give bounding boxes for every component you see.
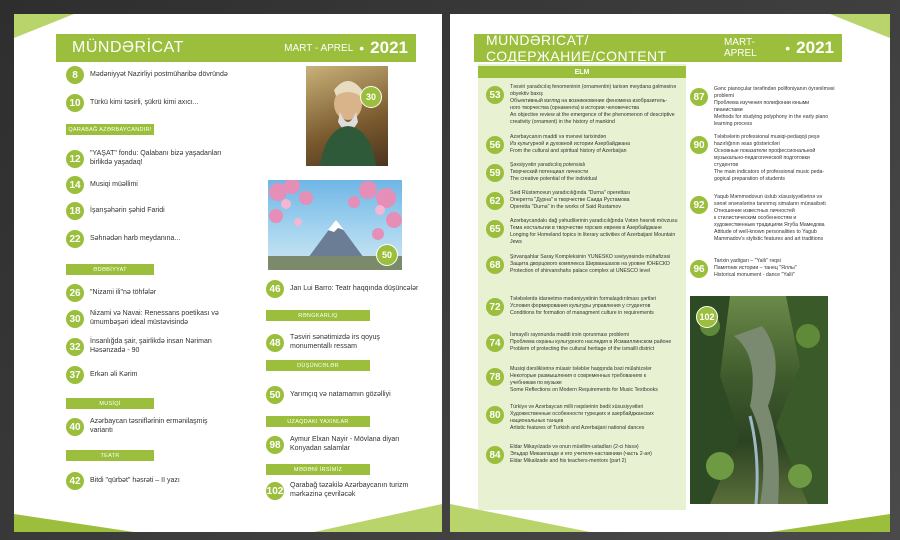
entry-line-en: Operetta "Durna" in the works of Said Rustamov xyxy=(510,204,621,211)
entry-line-ru: художественным традициям Ягуба Мамедова xyxy=(714,222,825,229)
entry-lines xyxy=(510,190,682,211)
page-number: 22 xyxy=(66,230,84,248)
entry-line-ru: Тема ностальгии в творчестве горских евреев в Азербайджане xyxy=(510,225,662,232)
entry-line-az: sənət ənənələrinə tanınmış simaların münasibəti xyxy=(714,201,826,208)
toc-entry[interactable] xyxy=(486,366,682,394)
toc-entry[interactable] xyxy=(66,230,240,248)
page-number: 42 xyxy=(66,472,84,490)
page-number: 84 xyxy=(486,446,504,464)
photo-badge: 102 xyxy=(696,306,718,328)
section-tourism: MƏDƏNİ İRSİMİZ xyxy=(266,464,370,475)
entry-title: Qarabağ təzəkilə Azərbaycanın turizm mərkəzinə çevriləcək xyxy=(290,482,409,498)
right-header-date: MART- APREL xyxy=(723,37,757,59)
entry-line-en: Mammadov's stylistic features and art traditions xyxy=(714,236,824,243)
entry-line-en: Conditions for formation of managment culture in requirements xyxy=(510,310,654,317)
section-karabakh: QARABAĞ AZƏRBAYCANDIR! xyxy=(66,124,154,135)
entry-lines xyxy=(714,134,846,183)
page-number: 26 xyxy=(66,284,84,302)
entry-lines xyxy=(714,258,846,279)
entry-lines xyxy=(510,254,682,275)
entry-line-az: Türkiyə və Azərbaycan milli rəqslərinin bədii xüsusiyyətləri xyxy=(510,404,644,410)
toc-entry[interactable] xyxy=(66,338,230,356)
section-literature: ƏDƏBİYYAT xyxy=(66,264,154,275)
entry-title: Mədəniyyət Nazirliyi postmüharibə dövründə xyxy=(90,70,228,78)
entry-title: Jan Lui Barro: Teatr haqqında düşüncələr xyxy=(290,284,419,292)
entry-lines xyxy=(510,84,682,126)
entry-title: Nizami və Navai: Renessans poetikası və ümumbəşəri ideal müstəvisində xyxy=(90,310,219,326)
page-number: 80 xyxy=(486,406,504,424)
blossom-photo xyxy=(268,180,402,270)
entry-title: Bitdi "qürbət" həsrəti – II yazı xyxy=(90,476,180,484)
entry-lines xyxy=(714,194,846,243)
page-number: 30 xyxy=(66,310,84,328)
entry-line-en: From the cultural and spiritual history of Azerbaijan xyxy=(510,148,627,155)
toc-entry[interactable] xyxy=(66,366,230,384)
entry-line-ru: Творческий потенциал личности xyxy=(510,169,589,176)
left-header-title: MÜNDƏRİCAT xyxy=(72,39,184,56)
page-number: 12 xyxy=(66,150,84,168)
entry-line-az: Azərbaycandakı dağ yəhudilərinin yaradıcılığında Vətən həsrəti mövzusu xyxy=(510,218,678,224)
page-number: 37 xyxy=(66,366,84,384)
entry-title: Azərbaycan təsnifləri̇nin ermənilaşmiş variantı xyxy=(90,418,208,434)
toc-entry[interactable] xyxy=(486,84,682,126)
toc-entry[interactable] xyxy=(66,150,240,168)
entry-lines xyxy=(510,218,682,246)
entry-lines xyxy=(510,296,682,317)
page-number: 14 xyxy=(66,176,84,194)
entry-lines xyxy=(510,134,682,155)
toc-entry[interactable] xyxy=(66,472,230,490)
toc-entry[interactable] xyxy=(486,218,682,246)
page-number: 96 xyxy=(690,260,708,278)
entry-line-en: Historical monument - dance "Yalli" xyxy=(714,272,795,279)
entry-line-ru: Оперетта "Дурна" в творчестве Саида Рустамова xyxy=(510,197,630,204)
entry-line-az: Yaqub Məmmədovun üslub xüsusiyyətlərinə və xyxy=(714,194,823,200)
entry-line-az: Tələbələrin professional musiqi-pedaqoji peşə xyxy=(714,134,820,140)
page-number: 92 xyxy=(690,196,708,214)
entry-title: Musiqi müəllimi xyxy=(90,180,138,188)
toc-entry[interactable] xyxy=(266,386,430,404)
toc-entry[interactable] xyxy=(486,162,682,183)
left-header-year: 2021 xyxy=(370,38,408,57)
entry-line-ru: студентов xyxy=(714,162,739,169)
entry-line-ru: Защита дворцового комплекса Ширваншахов на уровне ЮНЕСКО xyxy=(510,261,670,268)
entry-line-en: Eldar Mikailzade and his teachers-mentors (part 2) xyxy=(510,458,627,465)
entry-title: Yarımçıq və natamamın gözəlliyi xyxy=(290,390,391,398)
section-travel: UZAQDAKI YAXINLAR xyxy=(266,416,370,427)
entry-line-en: Artistic features of Turkish and Azerbaijani national dances xyxy=(510,425,645,432)
entry-line-ru: музыкально-педагогической подготовки xyxy=(714,155,810,162)
entry-line-ru: Условия формирования культуры управления у студентов xyxy=(510,303,651,310)
page-number: 62 xyxy=(486,192,504,210)
page-number: 46 xyxy=(266,280,284,298)
toc-entry[interactable] xyxy=(266,334,410,352)
toc-entry[interactable] xyxy=(690,258,846,279)
entry-title: İşarışəhərin şəhid Faridi xyxy=(90,206,165,214)
entry-line-en: Problem of protecting the cultural heritage of the ismailli district xyxy=(510,346,655,353)
page-number: 98 xyxy=(266,436,284,454)
entry-line-az: hazırlığının əsas göstəriciləri xyxy=(714,141,780,148)
entry-line-az: Təsviri yaradıcılıq fenomeninin (ornamentin) tarixən meydana gəlməsinə obyektiv baxış xyxy=(510,84,677,98)
entry-line-ru: Из культурной и духовной истории Азербайджана xyxy=(510,141,630,148)
entry-line-az: İsmayıllı rayonunda maddi irsin qorunması problemi xyxy=(510,332,629,338)
toc-entry[interactable] xyxy=(66,66,260,84)
page-number: 10 xyxy=(66,94,84,112)
entry-line-en: Methods for studying polyphony in the early piano xyxy=(714,114,829,121)
page-number: 65 xyxy=(486,220,504,238)
page-number: 59 xyxy=(486,164,504,182)
page-number: 74 xyxy=(486,334,504,352)
entry-title: "YAŞAT" fondu: Qalabanı bizə yaşadanları birlikdə yaşadaq! xyxy=(90,150,222,166)
toc-entry[interactable] xyxy=(266,482,410,500)
entry-line-az: Eldar Mikayılzadə və onun müəllim-ustadları (2-ci hissə) xyxy=(510,444,639,450)
toc-entry[interactable] xyxy=(486,404,682,432)
entry-lines xyxy=(510,444,682,465)
entry-line-en: An objective review at the emergence of the phenomenon of descriptive xyxy=(510,112,675,119)
entry-line-en: The creative potential of the individual xyxy=(510,176,598,183)
toc-entry[interactable] xyxy=(266,436,410,454)
toc-entry[interactable] xyxy=(486,254,682,275)
entry-line-ru: Объективный взгляд на возникновение феномена изобразитель- xyxy=(510,98,668,105)
toc-entry[interactable] xyxy=(690,134,846,183)
section-thoughts: DÜŞÜNCƏLƏR xyxy=(266,360,370,371)
entry-line-en: The main indicators of professional music peda- xyxy=(714,169,825,176)
portrait-photo xyxy=(306,66,388,166)
entry-line-az: Gənc pianoçular tərəfindən polifoniyanın öyrənilməsi problemi xyxy=(714,86,835,100)
toc-entry[interactable] xyxy=(486,332,682,353)
page-number: 50 xyxy=(266,386,284,404)
page-number: 18 xyxy=(66,202,84,220)
canyon-photo xyxy=(690,296,828,504)
elm-section-title: ELM xyxy=(478,66,686,78)
right-header-year: 2021 xyxy=(796,38,834,57)
entry-line-ru: Художественные особенности турецких и азербайджанских xyxy=(510,411,654,418)
page-number: 87 xyxy=(690,88,708,106)
entry-lines xyxy=(510,332,682,353)
entry-line-ru: Эльдар Микаилзаде и его учителя-наставники (часть 2-ая) xyxy=(510,451,652,458)
toc-entry[interactable] xyxy=(66,310,230,328)
entry-line-ru: Отношение известных личностей xyxy=(714,208,795,215)
entry-line-en: gogical preparation of students xyxy=(714,176,785,183)
portrait-figure-icon xyxy=(306,66,388,166)
page-number: 8 xyxy=(66,66,84,84)
entry-line-az: Şirvanşahlar Saray Kompleksinin YUNESKO səviyyəsində mühafizəsi xyxy=(510,254,671,260)
entry-lines xyxy=(510,366,682,394)
entry-line-en: Some Reflections on Modern Requirements for Music Textbooks xyxy=(510,387,658,394)
left-header-date: MART - APREL xyxy=(284,42,354,54)
entry-line-ru: к стилистическим особенностям и xyxy=(714,215,797,222)
entry-line-ru: национальных танцев xyxy=(510,418,564,425)
left-header xyxy=(56,34,416,62)
page-number: 90 xyxy=(690,136,708,154)
toc-entry[interactable] xyxy=(66,176,240,194)
entry-line-az: Səid Rüstəmovun yaradıcılığında "Durna" operettası xyxy=(510,190,631,196)
entry-line-en: learning process xyxy=(714,121,753,128)
entry-line-en: Protection of shirvanshahs palace complex at UNESCO level xyxy=(510,268,651,275)
photo-badge: 30 xyxy=(360,86,382,108)
right-header-title: MÜNDƏRİCAT/СОДЕРЖАНИЕ/CONTENT xyxy=(486,32,667,64)
right-header-dot: • xyxy=(785,40,791,56)
section-theatre: TEATR xyxy=(66,450,154,461)
toc-entry[interactable] xyxy=(266,280,430,298)
entry-title: Səhnədən harb meydanına... xyxy=(90,234,181,242)
entry-line-ru: Проблема охраны культурного наследия в Исмаиллинском районе xyxy=(510,339,672,346)
entry-line-ru: Проблема изучения полифонии юными xyxy=(714,100,810,107)
toc-entry[interactable] xyxy=(486,190,682,211)
entry-lines xyxy=(714,86,846,128)
right-page xyxy=(450,14,890,532)
entry-line-ru: пианистами xyxy=(714,107,743,114)
entry-title: Erkən əli Kərim xyxy=(90,370,138,378)
page-number: 68 xyxy=(486,256,504,274)
page-number: 78 xyxy=(486,368,504,386)
entry-line-en: Longing for Homeland topics in literary activities of Azerbaijani Mountain Jews xyxy=(510,232,676,246)
entry-line-ru: Памятник истории – танец "Яллы" xyxy=(714,265,797,272)
left-header-dot: • xyxy=(359,40,365,56)
entry-title: Türkü kimi təsirli, şükrü kimi axıcı... xyxy=(90,98,199,106)
left-page xyxy=(14,14,442,532)
entry-line-en: Attitude of well-known personalities to Yagub xyxy=(714,229,817,236)
page-number: 102 xyxy=(266,482,284,500)
entry-line-ru: Основные показатели профессиональной xyxy=(714,148,816,155)
toc-entry[interactable] xyxy=(690,194,846,243)
entry-line-az: Azərbaycanın maddi və mənəvi tarixindən xyxy=(510,134,607,140)
photo-badge: 50 xyxy=(376,244,398,266)
toc-entry[interactable] xyxy=(690,86,846,128)
entry-line-ru: учебникам по музыке xyxy=(510,380,562,387)
entry-line-az: Tarixin yadigarı – "Yallı" rəqsi xyxy=(714,258,781,264)
page-number: 48 xyxy=(266,334,284,352)
section-painting: RƏNGKARLIQ xyxy=(266,310,370,321)
toc-entry[interactable] xyxy=(486,296,682,317)
entry-title: Təsviri sənətimizdə irs qoyuş monumentallı ressam xyxy=(290,334,380,350)
toc-entry[interactable] xyxy=(66,94,260,112)
section-music: MUSİQİ xyxy=(66,398,154,409)
entry-line-ru: Некоторые размышления о современных требованиях к xyxy=(510,373,647,380)
toc-entry[interactable] xyxy=(486,444,682,465)
entry-line-ru: ного творчества (орнамента) в истории человечества xyxy=(510,105,640,112)
toc-entry[interactable] xyxy=(66,418,230,436)
page-number: 53 xyxy=(486,86,504,104)
entry-line-az: Tələbələrdə idarəetmə mədəniyyətinin formalaşdırılması şərtləri xyxy=(510,296,657,302)
right-header xyxy=(474,34,842,62)
toc-entry[interactable] xyxy=(66,284,240,302)
toc-entry[interactable] xyxy=(66,202,240,220)
entry-title: İnsanlığda şair, şairlikdə insan Nəriman Həsənzadə - 90 xyxy=(90,338,212,354)
page-number: 56 xyxy=(486,136,504,154)
page-number: 72 xyxy=(486,298,504,316)
entry-lines xyxy=(510,404,682,432)
entry-lines xyxy=(510,162,682,183)
page-number: 32 xyxy=(66,338,84,356)
entry-title: Aymur Elxan Nayir - Mövlana diyarı Konyadan salamlar xyxy=(290,436,400,452)
page-number: 40 xyxy=(66,418,84,436)
entry-title: "Nizami ili"nə töhfələr xyxy=(90,288,157,296)
toc-entry[interactable] xyxy=(486,134,682,155)
entry-line-az: Musiqi dərsliklərinə müasir tələblər haqqında bəzi mülahizələr xyxy=(510,366,652,372)
entry-line-en: creativity (ornament) in the history of mankind xyxy=(510,119,615,126)
entry-line-az: Şəxsiyyətin yaradıcılıq potensialı xyxy=(510,162,586,168)
